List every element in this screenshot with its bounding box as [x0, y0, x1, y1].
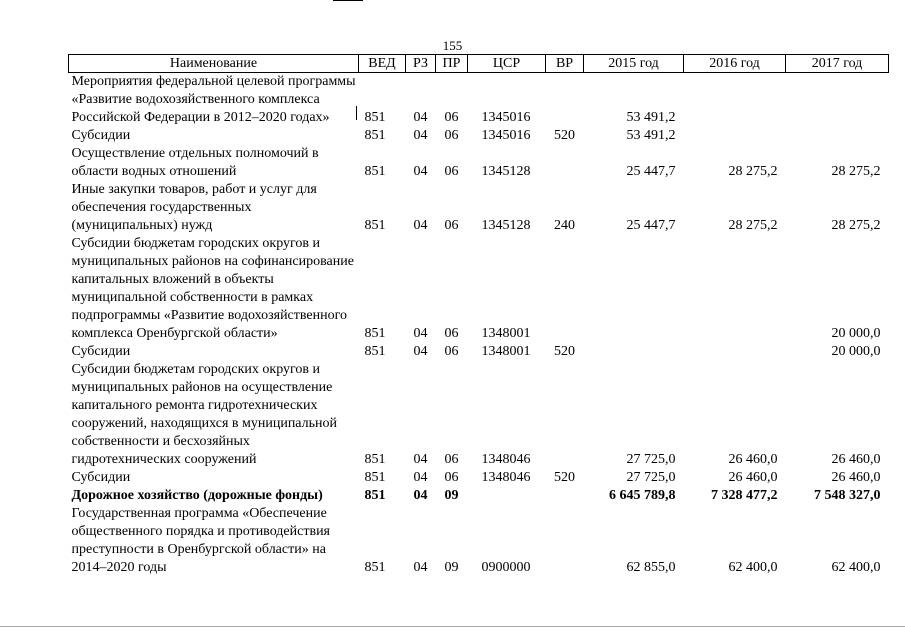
- cell-ved: 851: [364, 470, 386, 485]
- cell-name: Субсидии бюджетам городских округов и муниципальных районов на софинансирование капитальных вложений в объекты муниципальной собственности в рамках подпрограммы «Развитие водохозяйственного комплекса Оренбургской области»: [71, 236, 354, 341]
- cell-y2016: [684, 127, 786, 145]
- cell-y2016: 7 328 477,2: [711, 488, 778, 503]
- cell-y2015: 62 855,0: [626, 560, 676, 575]
- cell-csr: 1348046: [481, 470, 531, 485]
- cell-rz: 04: [413, 452, 428, 467]
- cell-csr: 1348046: [481, 452, 531, 467]
- cell-csr: 1345016: [481, 110, 531, 125]
- cell-pr: 06: [444, 128, 459, 143]
- cell-vr: [546, 73, 584, 128]
- table-row: [69, 469, 889, 487]
- header-ved: ВЕД: [359, 55, 406, 73]
- cell-pr: 06: [444, 218, 459, 233]
- cell-vr: 520: [554, 128, 575, 143]
- table-row: [69, 73, 889, 128]
- cell-csr: 1348001: [481, 326, 531, 341]
- cell-csr: 1345128: [481, 218, 531, 233]
- cell-ved: 851: [364, 164, 386, 179]
- page-number: 155: [442, 38, 463, 53]
- cell-vr: 520: [554, 344, 575, 359]
- cell-y2015: 25 447,7: [626, 164, 676, 179]
- cell-y2017: 26 460,0: [831, 470, 881, 485]
- cell-y2016: [684, 235, 786, 343]
- cell-y2016: 28 275,2: [728, 218, 778, 233]
- cell-ved: 851: [364, 560, 386, 575]
- cell-ved: 851: [364, 218, 386, 233]
- table-row: [69, 505, 889, 577]
- table-row: [69, 487, 889, 505]
- cell-y2015: 53 491,2: [626, 128, 676, 143]
- cell-y2017: 62 400,0: [831, 560, 881, 575]
- table-row: [69, 343, 889, 361]
- cell-ved: 851: [364, 344, 386, 359]
- cell-pr: 06: [444, 452, 459, 467]
- cell-rz: 04: [413, 164, 428, 179]
- cell-name: Государственная программа «Обеспечение общественного порядка и противодействия преступности в Оренбургской области» на 2014–2020 годы: [71, 506, 331, 575]
- cell-rz: 04: [413, 560, 428, 575]
- cell-name: Субсидии: [71, 344, 131, 359]
- cell-y2015: 53 491,2: [626, 110, 676, 125]
- cell-ved: 851: [364, 452, 386, 467]
- cell-y2015: 27 725,0: [626, 452, 676, 467]
- cell-vr: [546, 361, 584, 469]
- cell-name: Иные закупки товаров, работ и услуг для обеспечения государственных (муниципальных) нужд: [71, 182, 317, 233]
- cell-y2017: 28 275,2: [831, 218, 881, 233]
- header-vr: ВР: [546, 55, 584, 73]
- scan-edge-bottom: [0, 626, 905, 627]
- cell-y2017: [786, 73, 889, 128]
- table-row: [69, 361, 889, 469]
- cell-y2015: 27 725,0: [626, 470, 676, 485]
- cell-csr: 1348001: [481, 344, 531, 359]
- header-pr: ПР: [436, 55, 468, 73]
- cell-y2015: 6 645 789,8: [609, 488, 676, 503]
- cell-y2016: 26 460,0: [728, 470, 778, 485]
- cell-vr: 520: [554, 470, 575, 485]
- cell-rz: 04: [413, 326, 428, 341]
- header-2015: 2015 год: [584, 55, 684, 73]
- cell-ved: 851: [364, 488, 386, 503]
- cell-y2017: [786, 127, 889, 145]
- cell-name: Дорожное хозяйство (дорожные фонды): [71, 488, 323, 503]
- cell-rz: 04: [413, 470, 428, 485]
- header-2017: 2017 год: [786, 55, 889, 73]
- header-name: Наименование: [69, 55, 359, 73]
- cell-y2017: 28 275,2: [831, 164, 881, 179]
- table-row: [69, 127, 889, 145]
- cell-vr: [546, 505, 584, 577]
- cell-rz: 04: [413, 128, 428, 143]
- cell-y2017: 20 000,0: [831, 326, 881, 341]
- cell-csr: 1345128: [481, 164, 531, 179]
- cell-y2016: 26 460,0: [728, 452, 778, 467]
- cell-y2017: 26 460,0: [831, 452, 881, 467]
- cell-rz: 04: [413, 218, 428, 233]
- cell-y2016: 62 400,0: [728, 560, 778, 575]
- table-header-row: [69, 55, 889, 73]
- cell-pr: 06: [444, 164, 459, 179]
- cell-y2016: [684, 73, 786, 128]
- cell-name: Субсидии: [71, 470, 131, 485]
- cell-vr: 240: [554, 218, 575, 233]
- table-row: [69, 235, 889, 343]
- cell-vr: [546, 235, 584, 343]
- cell-csr: 0900000: [481, 560, 531, 575]
- cell-ved: 851: [364, 326, 386, 341]
- cell-y2016: [684, 343, 786, 361]
- cell-csr: [468, 487, 546, 505]
- cell-rz: 04: [413, 110, 428, 125]
- cell-rz: 04: [413, 344, 428, 359]
- cell-name: Осуществление отдельных полномочий в области водных отношений: [71, 146, 319, 179]
- header-2016: 2016 год: [684, 55, 786, 73]
- cell-pr: 06: [444, 110, 459, 125]
- cell-pr: 06: [444, 344, 459, 359]
- table-row: [69, 181, 889, 235]
- cell-ved: 851: [364, 110, 386, 125]
- cell-vr: [546, 487, 584, 505]
- cell-csr: 1345016: [481, 128, 531, 143]
- scan-mark-top: [333, 0, 363, 1]
- cell-y2016: 28 275,2: [728, 164, 778, 179]
- cell-y2017: 7 548 327,0: [814, 488, 881, 503]
- cell-pr: 09: [444, 560, 459, 575]
- cell-pr: 06: [444, 470, 459, 485]
- header-csr: ЦСР: [468, 55, 546, 73]
- cell-y2015: [584, 235, 684, 343]
- budget-table: [68, 54, 889, 577]
- cell-rz: 04: [413, 488, 428, 503]
- cell-pr: 09: [444, 488, 459, 503]
- table-row: [69, 145, 889, 181]
- cell-y2015: [584, 343, 684, 361]
- cell-y2017: 20 000,0: [831, 344, 881, 359]
- cell-name: Субсидии: [71, 128, 131, 143]
- cell-pr: 06: [444, 326, 459, 341]
- cell-y2015: 25 447,7: [626, 218, 676, 233]
- cell-name: Субсидии бюджетам городских округов и муниципальных районов на осуществление капитального ремонта гидротехнических сооружений, находящихся в муниципальной собственности и бесхозяйных гидротехнических сооружений: [71, 362, 338, 467]
- cell-ved: 851: [364, 128, 386, 143]
- header-rz: РЗ: [406, 55, 436, 73]
- cell-name: Мероприятия федеральной целевой программы «Развитие водохозяйственного комплекса Российской Федерации в 2012–2020 годах»: [71, 74, 356, 125]
- cell-vr: [546, 145, 584, 181]
